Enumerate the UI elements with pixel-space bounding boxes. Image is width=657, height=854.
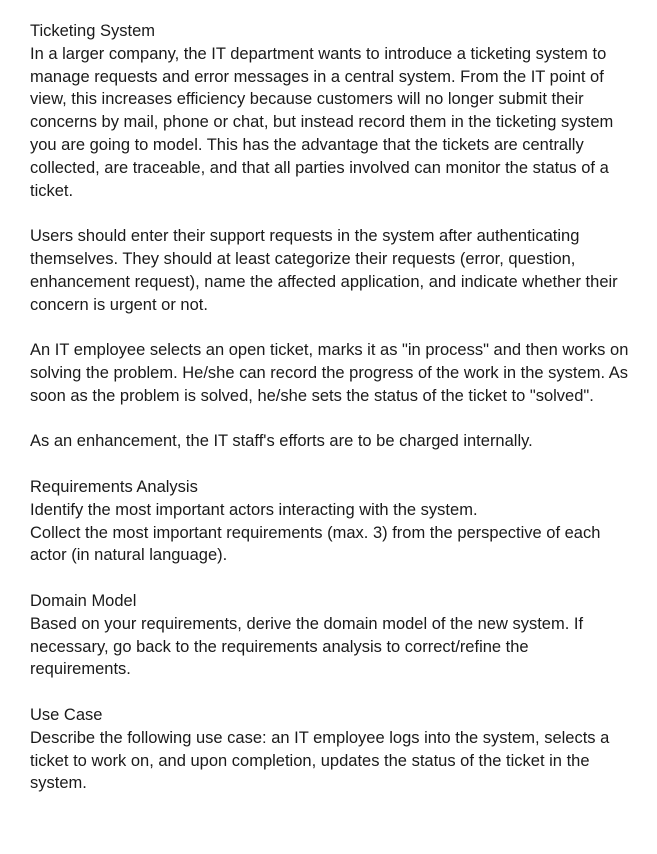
domain-model-title: Domain Model	[30, 591, 137, 610]
use-case-title: Use Case	[30, 705, 103, 724]
intro-paragraph-4: As an enhancement, the IT staff's efforts are to be charged internally.	[30, 432, 533, 451]
requirements-line-1: Identify the most important actors interacting with the system.	[30, 500, 478, 519]
intro-section	[30, 20, 630, 453]
domain-model-section	[30, 590, 630, 681]
requirements-line-2: Collect the most important requirements (max. 3) from the perspective of each actor (in natural language).	[30, 523, 601, 565]
document-page	[30, 20, 630, 795]
requirements-title: Requirements Analysis	[30, 477, 198, 496]
use-case-section	[30, 704, 630, 795]
intro-paragraph-2: Users should enter their support requests in the system after authenticating themselves. They should at least categorize their requests (error, question, enhancement request), name the affected application, and indicate whether their concern is urgent or not.	[30, 227, 618, 314]
intro-title: Ticketing System	[30, 22, 156, 40]
intro-paragraph-1: In a larger company, the IT department wants to introduce a ticketing system to manage requests and error messages in a central system. From the IT point of view, this increases efficiency because customers will no longer submit their concerns by mail, phone or chat, but instead record them in the ticketing system you are going to model. This has the advantage that the tickets are centrally collected, are traceable, and that all parties involved can monitor the status of a ticket.	[30, 44, 614, 200]
domain-model-text: Based on your requirements, derive the domain model of the new system. If necessary, go back to the requirements analysis to correct/refine the requirements.	[30, 614, 584, 679]
requirements-section	[30, 476, 630, 567]
intro-paragraph-3: An IT employee selects an open ticket, marks it as "in process" and then works on solving the problem. He/she can record the progress of the work in the system. As soon as the problem is solved, he/she sets the status of the ticket to "solved".	[30, 341, 629, 405]
use-case-text: Describe the following use case: an IT employee logs into the system, selects a ticket to work on, and upon completion, updates the status of the ticket in the system.	[30, 728, 610, 793]
